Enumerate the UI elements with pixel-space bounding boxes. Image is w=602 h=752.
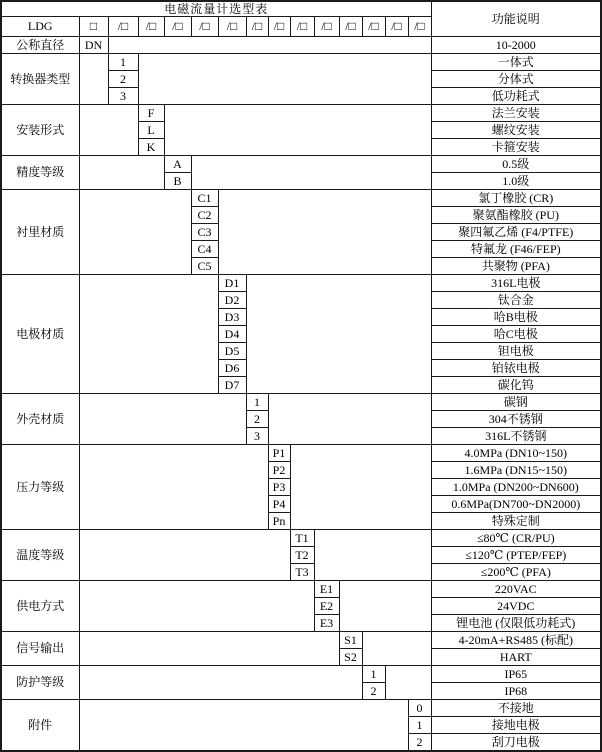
- description-cell: 220VAC: [431, 581, 601, 598]
- model-code-slot-6: /□: [246, 17, 268, 37]
- code-cell: P2: [268, 462, 290, 479]
- description-cell: ≤80℃ (CR/PU): [431, 530, 601, 547]
- filler-left: [79, 156, 164, 190]
- category-label: 信号输出: [1, 632, 79, 666]
- model-code-slot-8: /□: [290, 17, 314, 37]
- description-cell: 不接地: [431, 700, 601, 717]
- filler-left: [79, 700, 408, 752]
- code-cell: K: [138, 139, 164, 156]
- code-cell: C4: [191, 241, 218, 258]
- description-cell: 锂电池 (仅限低功耗式): [431, 615, 601, 632]
- description-cell: 0.6MPa(DN700~DN2000): [431, 496, 601, 513]
- code-cell: D7: [218, 377, 246, 394]
- filler-left: [79, 445, 268, 530]
- description-cell: 钛合金: [431, 292, 601, 309]
- code-cell: DN: [79, 37, 108, 54]
- description-cell: 共聚物 (PFA): [431, 258, 601, 275]
- description-cell: HART: [431, 649, 601, 666]
- category-label: 安装形式: [1, 105, 79, 156]
- description-cell: 304不锈钢: [431, 411, 601, 428]
- description-cell: 碳钢: [431, 394, 601, 411]
- description-cell: 卡箍安装: [431, 139, 601, 156]
- description-cell: 1.6MPa (DN15~150): [431, 462, 601, 479]
- function-column-header: 功能说明: [431, 1, 601, 37]
- description-cell: IP65: [431, 666, 601, 683]
- description-cell: 钽电极: [431, 343, 601, 360]
- filler-left: [79, 105, 138, 156]
- code-cell: E1: [314, 581, 339, 598]
- description-cell: 1.0MPa (DN200~DN600): [431, 479, 601, 496]
- description-cell: 分体式: [431, 71, 601, 88]
- code-cell: D6: [218, 360, 246, 377]
- model-code-slot-9: /□: [314, 17, 339, 37]
- description-cell: 特殊定制: [431, 513, 601, 530]
- description-cell: 氯丁橡胶 (CR): [431, 190, 601, 207]
- model-code-slot-2: /□: [138, 17, 164, 37]
- filler-right: [191, 156, 431, 190]
- code-cell: L: [138, 122, 164, 139]
- description-cell: 4.0MPa (DN10~150): [431, 445, 601, 462]
- code-cell: T1: [290, 530, 314, 547]
- model-code-slot-12: /□: [385, 17, 408, 37]
- description-cell: 法兰安装: [431, 105, 601, 122]
- category-label: 公称直径: [1, 37, 79, 54]
- code-cell: 1: [246, 394, 268, 411]
- filler-left: [79, 581, 314, 632]
- model-code-slot-7: /□: [268, 17, 290, 37]
- code-cell: S2: [339, 649, 362, 666]
- code-cell: 2: [362, 683, 385, 700]
- category-label: 温度等级: [1, 530, 79, 581]
- category-label: 防护等级: [1, 666, 79, 700]
- code-cell: P4: [268, 496, 290, 513]
- category-label: 精度等级: [1, 156, 79, 190]
- description-cell: 聚四氟乙烯 (F4/PTFE): [431, 224, 601, 241]
- description-cell: 碳化钨: [431, 377, 601, 394]
- code-cell: D4: [218, 326, 246, 343]
- code-cell: 3: [108, 88, 138, 105]
- code-cell: 2: [108, 71, 138, 88]
- code-cell: C1: [191, 190, 218, 207]
- filler-left: [79, 632, 339, 666]
- code-cell: P1: [268, 445, 290, 462]
- description-cell: 低功耗式: [431, 88, 601, 105]
- filler-left: [79, 190, 191, 275]
- code-cell: P3: [268, 479, 290, 496]
- filler-right: [385, 666, 431, 700]
- code-cell: D5: [218, 343, 246, 360]
- model-prefix: LDG: [1, 17, 79, 37]
- filler-right: [246, 275, 431, 394]
- category-label: 衬里材质: [1, 190, 79, 275]
- filler-right: [164, 105, 431, 156]
- code-cell: T2: [290, 547, 314, 564]
- category-label: 电极材质: [1, 275, 79, 394]
- description-cell: 316L电极: [431, 275, 601, 292]
- filler-right: [218, 190, 431, 275]
- code-cell: 3: [246, 428, 268, 445]
- code-cell: E2: [314, 598, 339, 615]
- description-cell: 316L不锈钢: [431, 428, 601, 445]
- filler-right: [362, 632, 431, 666]
- description-cell: 螺纹安装: [431, 122, 601, 139]
- description-cell: 10-2000: [431, 37, 601, 54]
- filler-right: [290, 445, 431, 530]
- model-code-slot-5: /□: [218, 17, 246, 37]
- filler-left: [79, 54, 108, 105]
- code-cell: Pn: [268, 513, 290, 530]
- description-cell: 刮刀电极: [431, 734, 601, 752]
- code-cell: T3: [290, 564, 314, 581]
- code-cell: D2: [218, 292, 246, 309]
- description-cell: 24VDC: [431, 598, 601, 615]
- filler-right: [314, 530, 431, 581]
- description-cell: IP68: [431, 683, 601, 700]
- description-cell: 哈B电极: [431, 309, 601, 326]
- code-cell: A: [164, 156, 191, 173]
- filler-left: [79, 394, 246, 445]
- code-cell: C3: [191, 224, 218, 241]
- filler-right: [268, 394, 431, 445]
- category-label: 外壳材质: [1, 394, 79, 445]
- code-cell: 1: [362, 666, 385, 683]
- description-cell: 特氟龙 (F46/FEP): [431, 241, 601, 258]
- filler-left: [79, 666, 362, 700]
- model-code-box: □: [79, 17, 108, 37]
- description-cell: 哈C电极: [431, 326, 601, 343]
- description-cell: 4-20mA+RS485 (标配): [431, 632, 601, 649]
- model-code-slot-1: /□: [108, 17, 138, 37]
- description-cell: 1.0级: [431, 173, 601, 190]
- description-cell: 一体式: [431, 54, 601, 71]
- category-label: 转换器类型: [1, 54, 79, 105]
- code-cell: F: [138, 105, 164, 122]
- code-cell: 1: [408, 717, 431, 734]
- description-cell: 接地电极: [431, 717, 601, 734]
- filler-left: [79, 530, 290, 581]
- code-cell: D1: [218, 275, 246, 292]
- model-code-slot-13: /□: [408, 17, 431, 37]
- description-cell: ≤200℃ (PFA): [431, 564, 601, 581]
- model-code-slot-4: /□: [191, 17, 218, 37]
- category-label: 附件: [1, 700, 79, 752]
- code-cell: 1: [108, 54, 138, 71]
- model-code-slot-10: /□: [339, 17, 362, 37]
- filler-right: [138, 54, 431, 105]
- description-cell: 0.5级: [431, 156, 601, 173]
- code-cell: C5: [191, 258, 218, 275]
- description-cell: ≤120℃ (PTEP/FEP): [431, 547, 601, 564]
- filler-right: [339, 581, 431, 632]
- description-cell: 聚氨酯橡胶 (PU): [431, 207, 601, 224]
- filler-left: [79, 275, 218, 394]
- code-cell: C2: [191, 207, 218, 224]
- code-cell: 2: [246, 411, 268, 428]
- category-label: 供电方式: [1, 581, 79, 632]
- code-cell: S1: [339, 632, 362, 649]
- model-code-slot-3: /□: [164, 17, 191, 37]
- code-cell: B: [164, 173, 191, 190]
- code-cell: D3: [218, 309, 246, 326]
- category-label: 压力等级: [1, 445, 79, 530]
- model-code-slot-11: /□: [362, 17, 385, 37]
- code-cell: E3: [314, 615, 339, 632]
- filler-right: [108, 37, 431, 54]
- description-cell: 铂铱电极: [431, 360, 601, 377]
- table-title: 电磁流量计选型表: [1, 1, 431, 17]
- code-cell: 2: [408, 734, 431, 752]
- code-cell: 0: [408, 700, 431, 717]
